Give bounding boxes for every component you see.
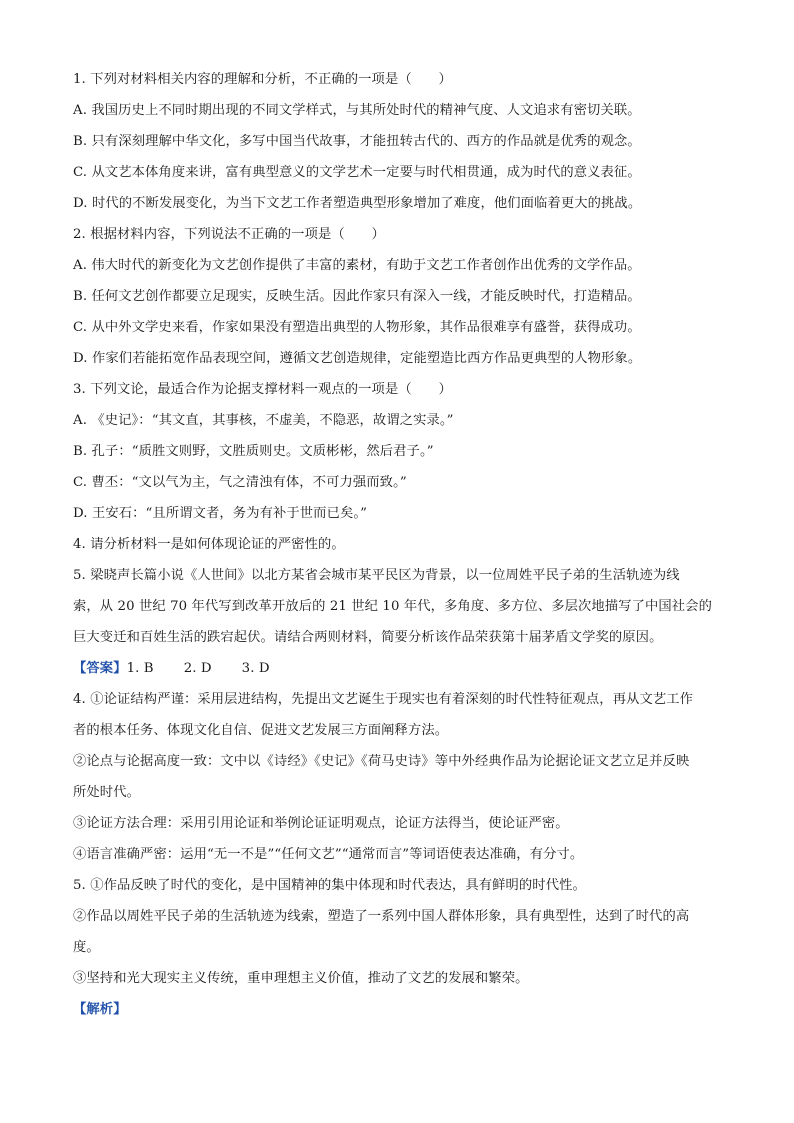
answer-line: 4. ①论证结构严谨：采用层进结构，先提出文艺诞生于现实也有着深刻的时代性特征观点，再从文艺工作 xyxy=(73,692,694,707)
question-4 xyxy=(73,529,723,560)
question-stem: 1. 下列对材料相关内容的理解和分析，不正确的一项是（ ） xyxy=(73,72,452,87)
answer-item: 1. B xyxy=(126,661,154,676)
document-page xyxy=(73,64,723,1025)
answer-line: ②作品以周姓平民子弟的生活轨迹为线索，塑造了一系列中国人群体形象，具有典型性，达到了时代的高 xyxy=(73,909,690,924)
answer-line: 度。 xyxy=(73,940,100,955)
answer-line: 5. ①作品反映了时代的变化，是中国精神的集中体现和时代表达，具有鲜明的时代性。 xyxy=(73,878,586,893)
answer-4 xyxy=(73,684,723,870)
option-d: D. 王安石：“且所谓文者，务为有补于世而已矣。” xyxy=(73,506,368,521)
option-a: A. 《史记》：“其文直，其事核，不虚美，不隐恶，故谓之实录。” xyxy=(73,413,454,428)
option-a: A. 伟大时代的新变化为文艺创作提供了丰富的素材，有助于文艺工作者创作出优秀的文学作品。 xyxy=(73,258,641,273)
option-c: C. 从中外文学史来看，作家如果没有塑造出典型的人物形象，其作品很难享有盛誉，获得成功。 xyxy=(73,320,641,335)
answer-line: ③坚持和光大现实主义传统，重申理想主义价值，推动了文艺的发展和繁荣。 xyxy=(73,971,529,986)
option-b: B. 任何文艺创作都要立足现实，反映生活。因此作家只有深入一线，才能反映时代，打造精品。 xyxy=(73,289,641,304)
question-2 xyxy=(73,219,723,374)
answer-line: 者的根本任务、体现文化自信、促进文艺发展三方面阐释方法。 xyxy=(73,723,449,738)
answer-row xyxy=(73,653,723,684)
answer-line: ②论点与论据高度一致：文中以《诗经》《史记》《荷马史诗》等中外经典作品为论据论证文艺立足并反映 xyxy=(73,754,690,769)
option-b: B. 只有深刻理解中华文化，多写中国当代故事，才能扭转古代的、西方的作品就是优秀的观念。 xyxy=(73,134,641,149)
option-c: C. 曹丕：“文以气为主，气之清浊有体，不可力强而致。” xyxy=(73,475,407,490)
option-a: A. 我国历史上不同时期出现的不同文学样式，与其所处时代的精神气度、人文追求有密切关联。 xyxy=(73,103,641,118)
answer-line: 所处时代。 xyxy=(73,785,140,800)
answer-item: 2. D xyxy=(183,661,212,676)
answer-label: 【答案】 xyxy=(73,661,127,676)
answer-line: ④语言准确严密：运用“无一不是”“任何文艺”“通常而言”等词语使表达准确，有分寸。 xyxy=(73,847,584,862)
answer-5 xyxy=(73,870,723,994)
question-5 xyxy=(73,560,723,653)
analysis-label: 【解析】 xyxy=(73,1002,127,1017)
question-1 xyxy=(73,64,723,219)
question-3 xyxy=(73,374,723,529)
question-stem: 2. 根据材料内容，下列说法不正确的一项是（ ） xyxy=(73,227,385,242)
question-stem: 4. 请分析材料一是如何体现论证的严密性的。 xyxy=(73,537,345,552)
question-stem-line: 索，从 20 世纪 70 年代写到改革开放后的 21 世纪 10 年代，多角度、多方位、多层次地描写了中国社会的 xyxy=(73,599,712,614)
option-d: D. 作家们若能拓宽作品表现空间，遵循文艺创造规律，定能塑造比西方作品更典型的人物形象。 xyxy=(73,351,642,366)
question-stem-line: 巨大变迁和百姓生活的跌宕起伏。请结合两则材料，简要分析该作品荣获第十届茅盾文学奖的原因。 xyxy=(73,630,663,645)
answer-item: 3. D xyxy=(241,661,270,676)
option-c: C. 从文艺本体角度来讲，富有典型意义的文学艺术一定要与时代相贯通，成为时代的意义表征。 xyxy=(73,165,641,180)
analysis-row xyxy=(73,994,723,1025)
option-d: D. 时代的不断发展变化，为当下文艺工作者塑造典型形象增加了难度，他们面临着更大的挑战。 xyxy=(73,196,642,211)
answer-line: ③论证方法合理：采用引用论证和举例论证证明观点，论证方法得当，使论证严密。 xyxy=(73,816,569,831)
question-stem-line: 5. 梁晓声长篇小说《人世间》以北方某省会城市某平民区为背景，以一位周姓平民子弟的生活轨迹为线 xyxy=(73,568,680,583)
option-b: B. 孔子：“质胜文则野，文胜质则史。文质彬彬，然后君子。” xyxy=(73,444,434,459)
question-stem: 3. 下列文论，最适合作为论据支撑材料一观点的一项是（ ） xyxy=(73,382,452,397)
